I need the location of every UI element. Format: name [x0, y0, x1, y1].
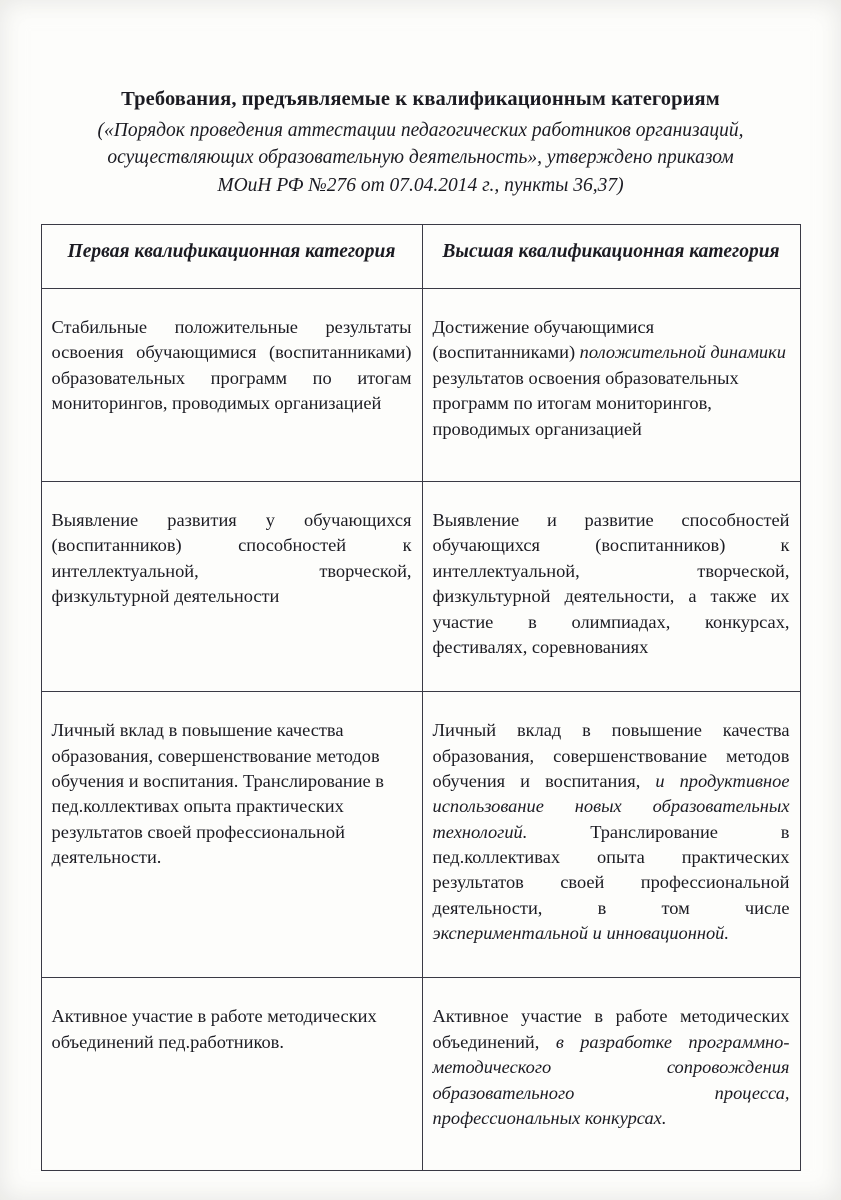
cell-text-part: Личный вклад в повышение качества образования, совершенствование методов обучения и воспитания,	[432, 720, 790, 791]
cell-highest-category-2	[422, 481, 800, 691]
cell-text-italic: и продуктивное использование новых образовательных технологий.	[432, 770, 790, 842]
cell-highest-category-4	[422, 978, 800, 1171]
cell-text	[433, 315, 790, 442]
cell-text: Активное участие в работе методических объединений пед.работников.	[51, 1006, 377, 1052]
cell-text-part: Достижение обучающимися (воспитанниками)	[432, 317, 655, 363]
table-row	[41, 978, 800, 1171]
table-row	[41, 288, 800, 481]
requirements-table	[41, 224, 801, 1171]
cell-first-category-4	[41, 978, 422, 1171]
cell-first-category-3	[41, 691, 422, 977]
subtitle-line-3: МОиН РФ №276 от 07.04.2014 г., пункты 36,37)	[217, 175, 624, 197]
cell-text	[433, 1004, 790, 1131]
table-header-row	[41, 224, 800, 288]
cell-text-italic: экспериментальной и инновационной.	[432, 923, 729, 944]
subtitle-line-2: осуществляющих образовательную деятельность», утверждено приказом	[107, 147, 734, 169]
cell-text: Выявление развития у обучающихся (воспитанников) способностей к интеллектуальной, творческой, физкультурной деятельности	[51, 510, 412, 607]
cell-text: Стабильные положительные результаты освоения обучающимися (воспитанниками) образовательных программ по итогам мониторингов, проводимых организацией	[51, 317, 412, 414]
cell-text-italic: в разработке программно-методического сопровождения образовательного процесса, профессиональных конкурсах.	[432, 1031, 790, 1128]
cell-text-part: Транслирование в пед.коллективах опыта практических результатов своей профессиональной деятельности, в том числе	[432, 821, 790, 918]
table-row	[41, 691, 800, 977]
column-header-first-category: Первая квалификационная категория	[41, 224, 422, 288]
cell-text-italic: положительной динамики	[579, 342, 786, 363]
cell-highest-category-1	[422, 288, 800, 481]
cell-text	[433, 718, 790, 947]
title-block	[40, 86, 801, 200]
cell-first-category-2	[41, 481, 422, 691]
column-header-highest-category: Высшая квалификационная категория	[422, 224, 800, 288]
cell-first-category-1	[41, 288, 422, 481]
cell-highest-category-3	[422, 691, 800, 977]
cell-text-part: результатов освоения образовательных программ по итогам мониторингов, проводимых организацией	[432, 367, 739, 439]
subtitle-line-1: («Порядок проведения аттестации педагогических работников организаций,	[97, 119, 744, 141]
cell-text: Выявление и развитие способностей обучающихся (воспитанников) к интеллектуальной, творческой, физкультурной деятельности, а также их участие в олимпиадах, конкурсах, фестивалях, соревнованиях	[432, 510, 790, 657]
cell-text: Личный вклад в повышение качества образования, совершенствование методов обучения и воспитания. Транслирование в пед.коллективах опыта практических результатов своей профессиональной деятельности.	[51, 720, 384, 868]
cell-text-part: Активное участие в работе методических объединений,	[432, 1006, 790, 1052]
document-subtitle	[40, 117, 801, 200]
page-title: Требования, предъявляемые к квалификационным категориям	[121, 88, 720, 110]
table-row	[41, 481, 800, 691]
